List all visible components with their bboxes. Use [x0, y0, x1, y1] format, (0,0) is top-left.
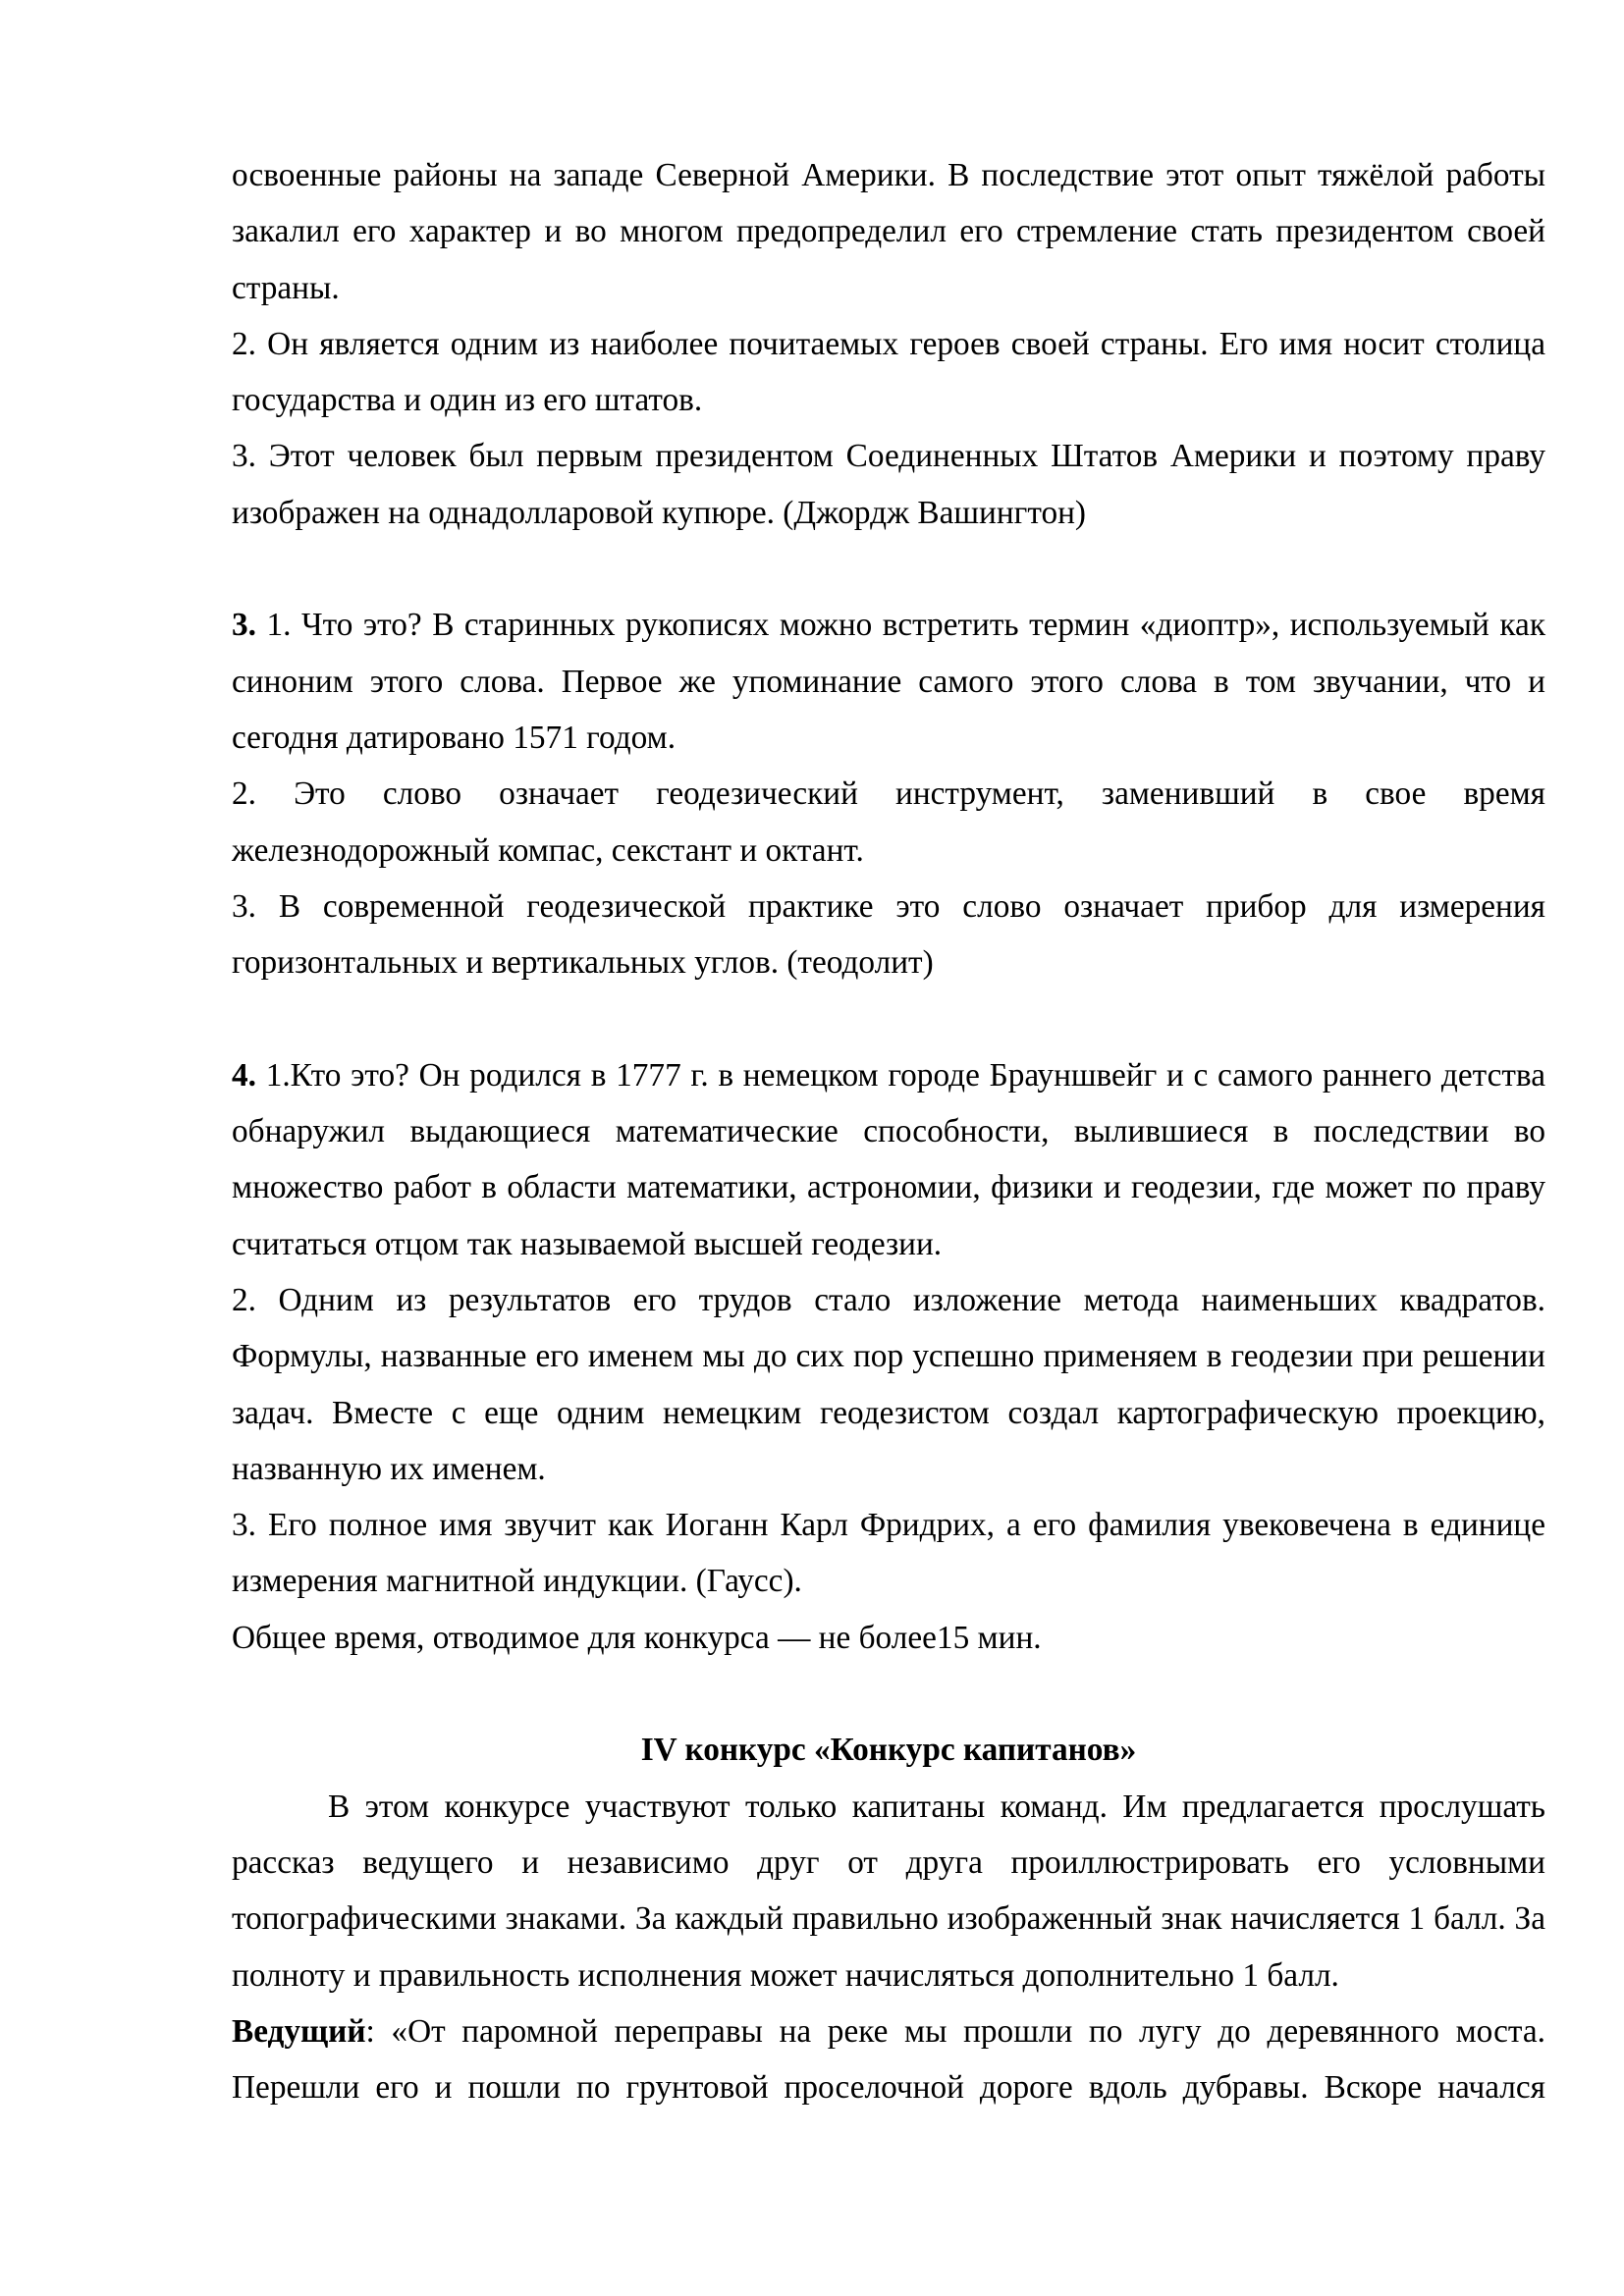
- paragraph-text: : «От паромной переправы на реке мы прошли по лугу до деревянного моста. Перешли его и пошли по грунтовой проселочной дороге вдоль дубравы. Вскоре начался: [232, 2012, 1545, 2107]
- paragraph-text: 3. Его полное имя звучит как Иоганн Карл Фридрих, а его фамилия увековечена в единице измерения магнитной индукции. (Гаусс).: [232, 1507, 1545, 1600]
- paragraph-contest-description: [232, 1779, 1545, 2003]
- paragraph-continuation: [232, 147, 1545, 316]
- paragraph-bold-prefix: Ведущий: [232, 2012, 366, 2050]
- paragraph-item-4-clue-1: [232, 1047, 1545, 1272]
- section-heading-contest-4: IV конкурс «Конкурс капитанов»: [640, 1732, 1137, 1769]
- paragraph-item-4-clue-2: [232, 1272, 1545, 1497]
- document-content: [232, 147, 1545, 2115]
- paragraph-question-2: [232, 316, 1545, 429]
- paragraph-bold-prefix: 4.: [232, 1056, 256, 1094]
- paragraph-text: 2. Он является одним из наиболее почитаемых героев своей страны. Его имя носит столица государства и один из его штатов.: [232, 325, 1545, 419]
- paragraph-text: 3. Этот человек был первым президентом Соединенных Штатов Америки и поэтому праву изображен на однадолларовой купюре. (Джордж Вашингтон): [232, 438, 1545, 531]
- paragraph-text: Общее время, отводимое для конкурса — не более15 мин.: [232, 1619, 1042, 1656]
- paragraph-item-3-clue-3: [232, 879, 1545, 991]
- paragraph-item-3-clue-1: [232, 597, 1545, 766]
- paragraph-text: 3. В современной геодезической практике это слово означает прибор для измерения горизонтальных и вертикальных углов. (теодолит): [232, 887, 1545, 982]
- paragraph-text: В этом конкурсе участвуют только капитаны команд. Им предлагается прослушать рассказ ведущего и независимо друг от друга проиллюстрировать его условными топографическими знаками. За каждый правильно изображенный знак начисляется 1 балл. За полноту и правильность исполнения может начисляться дополнительно 1 балл.: [232, 1788, 1545, 1994]
- paragraph-question-3: [232, 428, 1545, 541]
- paragraph-item-4-clue-3: [232, 1497, 1545, 1610]
- paragraph-text: 1. Что это? В старинных рукописях можно встретить термин «диоптр», используемый как синоним этого слова. Первое же упоминание самого этого слова в том звучании, что и сегодня датировано 1571 годом.: [232, 607, 1545, 756]
- paragraph-text: 2. Одним из результатов его трудов стало изложение метода наименьших квадратов. Формулы, названные его именем мы до сих пор успешно применяем в геодезии при решении задач. Вместе с еще одним немецким геодезистом создал картографическую проекцию, названную их именем.: [232, 1281, 1545, 1487]
- paragraph-text: 1.Кто это? Он родился в 1777 г. в немецком городе Брауншвейг и с самого раннего детства обнаружил выдающиеся математические способности, вылившиеся в последствии во множество работ в области математики, астрономии, физики и геодезии, где может по праву считаться отцом так называемой высшей геодезии.: [232, 1056, 1545, 1262]
- paragraph-bold-prefix: 3.: [232, 607, 256, 644]
- paragraph-text: освоенные районы на западе Северной Америки. В последствие этот опыт тяжёлой работы закалил его характер и во многом предопределил его стремление стать президентом своей страны.: [232, 157, 1545, 306]
- paragraph-text: 2. Это слово означает геодезический инструмент, заменивший в свое время железнодорожный компас, секстант и октант.: [232, 775, 1545, 869]
- paragraph-item-3-clue-2: [232, 766, 1545, 879]
- paragraph-total-time: [232, 1610, 1545, 1666]
- paragraph-host-speech: [232, 2003, 1545, 2116]
